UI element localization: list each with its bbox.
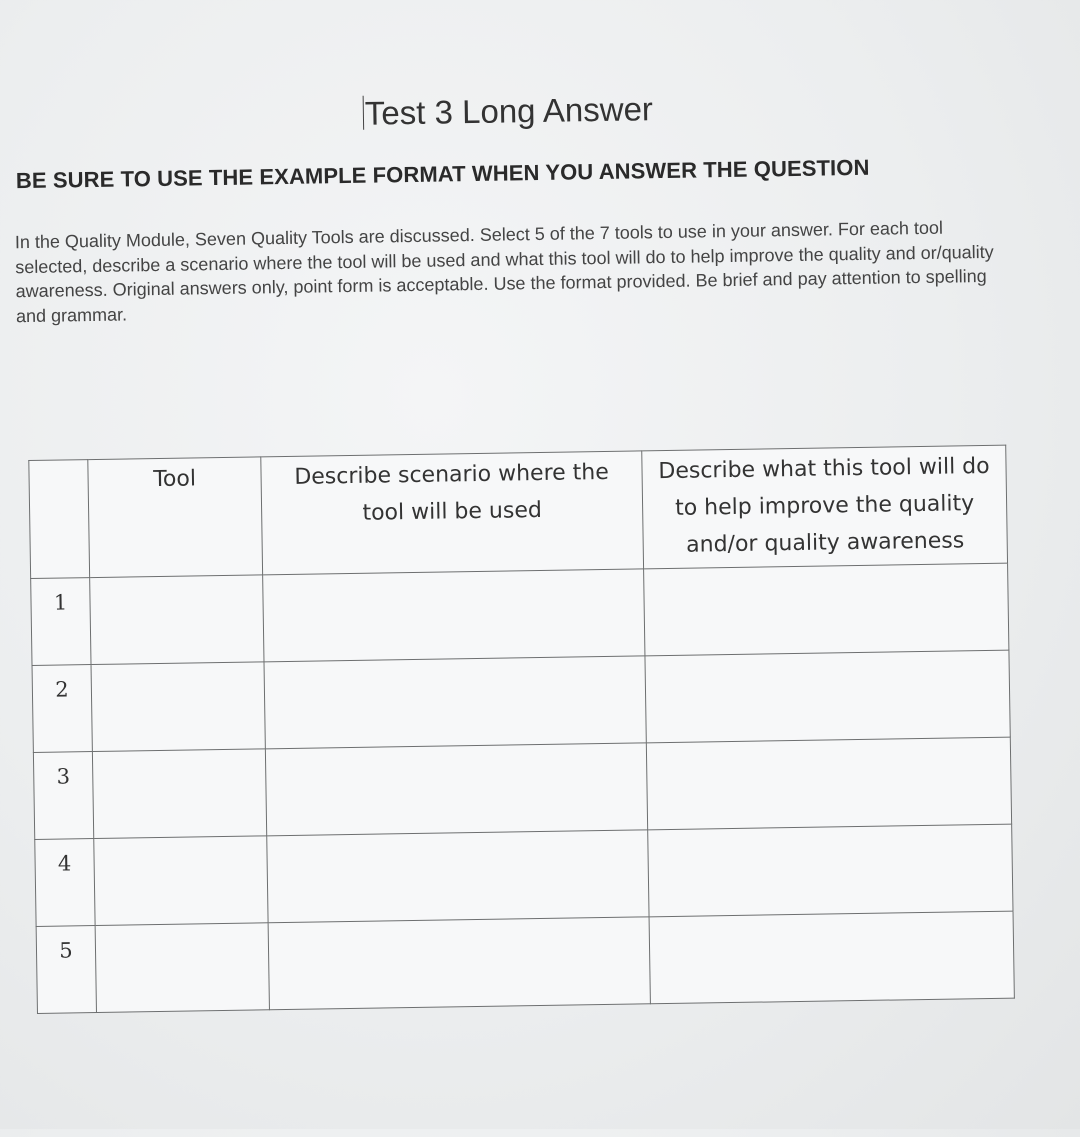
tool-cell[interactable]	[90, 575, 264, 665]
improve-cell[interactable]	[644, 563, 1009, 656]
scenario-cell[interactable]	[268, 917, 650, 1010]
row-number: 4	[35, 839, 95, 927]
question-description: In the Quality Module, Seven Quality Tools are discussed. Select 5 of the 7 tools to use in your answer. For each tool selected, describe a scenario where the tool will be used and what this tool will do to help improve the quality and or/quality awareness. Original answers only, point form is acceptable. Use the format provided. Be brief and pay attention to spelling and grammar.	[14, 217, 994, 326]
table-row	[32, 650, 1010, 752]
tool-cell[interactable]	[91, 662, 265, 752]
row-number: 1	[31, 578, 91, 666]
row-number: 3	[33, 752, 93, 840]
scenario-cell[interactable]	[263, 569, 645, 662]
improve-cell[interactable]	[645, 650, 1010, 743]
header-tool: Tool	[88, 457, 263, 578]
tool-cell[interactable]	[95, 923, 269, 1013]
header-scenario: Describe scenario where the tool will be used	[261, 451, 644, 575]
improve-cell[interactable]	[648, 824, 1013, 917]
header-number-cell	[29, 460, 90, 579]
improve-cell[interactable]	[646, 737, 1011, 830]
tool-cell[interactable]	[94, 836, 268, 926]
table-row	[36, 911, 1014, 1013]
table-row	[35, 824, 1013, 926]
answer-table	[28, 445, 1015, 1014]
scenario-cell[interactable]	[265, 743, 647, 836]
document-title	[0, 84, 1023, 138]
format-instruction: BE SURE TO USE THE EXAMPLE FORMAT WHEN YOU ANSWER THE QUESTION	[15, 154, 870, 194]
table-row	[33, 737, 1011, 839]
header-improve: Describe what this tool will do to help improve the quality and/or quality awareness	[642, 445, 1008, 569]
document-title-text: Test 3 Long Answer	[364, 90, 654, 132]
improve-cell[interactable]	[649, 911, 1014, 1004]
table-header-row	[29, 445, 1008, 578]
table-row	[31, 563, 1009, 665]
scenario-cell[interactable]	[264, 656, 646, 749]
row-number: 2	[32, 665, 92, 753]
tool-cell[interactable]	[92, 749, 266, 839]
row-number: 5	[36, 926, 96, 1014]
scenario-cell[interactable]	[267, 830, 649, 923]
